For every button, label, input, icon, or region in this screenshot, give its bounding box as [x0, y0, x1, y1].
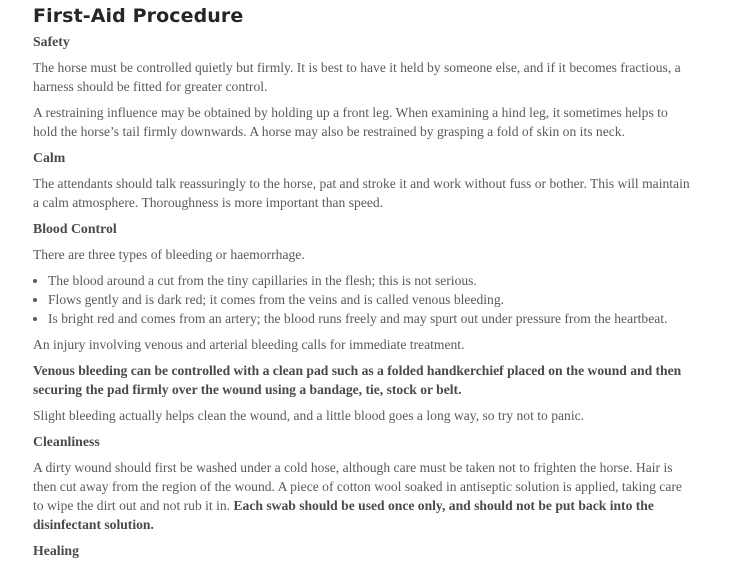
heading-next-section: Healing: [33, 543, 79, 558]
heading-calm: Calm: [33, 150, 66, 165]
list-item: • Is bright red and comes from an artery; the blood runs freely and may spurt out under pressure from the heartbeat.: [48, 309, 693, 328]
cleanliness-bold-text: Each swab should be used once only, and should not be put back into the disinfectant solution.: [33, 498, 654, 532]
cleanliness-paragraph-1: [33, 458, 693, 534]
calm-paragraph-1: The attendants should talk reassuringly to the horse, pat and stroke it and work without fuss or bother. This will maintain a calm atmosphere. Thoroughness is more important than speed.: [33, 176, 690, 210]
heading-cleanliness: Cleanliness: [33, 434, 100, 449]
list-item: • The blood around a cut from the tiny capillaries in the flesh; this is not serious.: [48, 271, 693, 290]
list-item: • Flows gently and is dark red; it comes from the veins and is called venous bleeding.: [48, 290, 693, 309]
cleanliness-text: A dirty wound should first be washed under a cold hose, although care must be taken not to frighten the horse. Hair is then cut away from the region of the wound. A piece of cotton wool soaked in antiseptic solution is applied, taking care to wipe the dirt out and not rub it in.: [33, 460, 682, 513]
bleeding-types-list: [33, 271, 693, 328]
safety-paragraph-1: The horse must be controlled quietly but firmly. It is best to have it held by someone else, and if it becomes fractious, a harness should be fitted for greater control.: [33, 60, 681, 94]
blood-control-intro: There are three types of bleeding or haemorrhage.: [33, 247, 305, 262]
heading-blood-control: Blood Control: [33, 221, 117, 236]
blood-control-paragraph-4: Slight bleeding actually helps clean the wound, and a little blood goes a long way, so try not to panic.: [33, 408, 585, 423]
article: [33, 4, 693, 567]
page-title: First-Aid Procedure: [33, 5, 244, 27]
blood-control-bold-paragraph: Venous bleeding can be controlled with a clean pad such as a folded handkerchief placed on the wound and then securing the pad firmly over the wound using a bandage, tie, stock or belt.: [33, 363, 682, 397]
blood-control-paragraph-2: An injury involving venous and arterial bleeding calls for immediate treatment.: [33, 337, 465, 352]
safety-paragraph-2: A restraining influence may be obtained by holding up a front leg. When examining a hind leg, it sometimes helps to hold the horse’s tail firmly downwards. A horse may also be restrained by grasping a fold of skin on its neck.: [33, 105, 668, 139]
heading-safety: Safety: [33, 34, 70, 49]
